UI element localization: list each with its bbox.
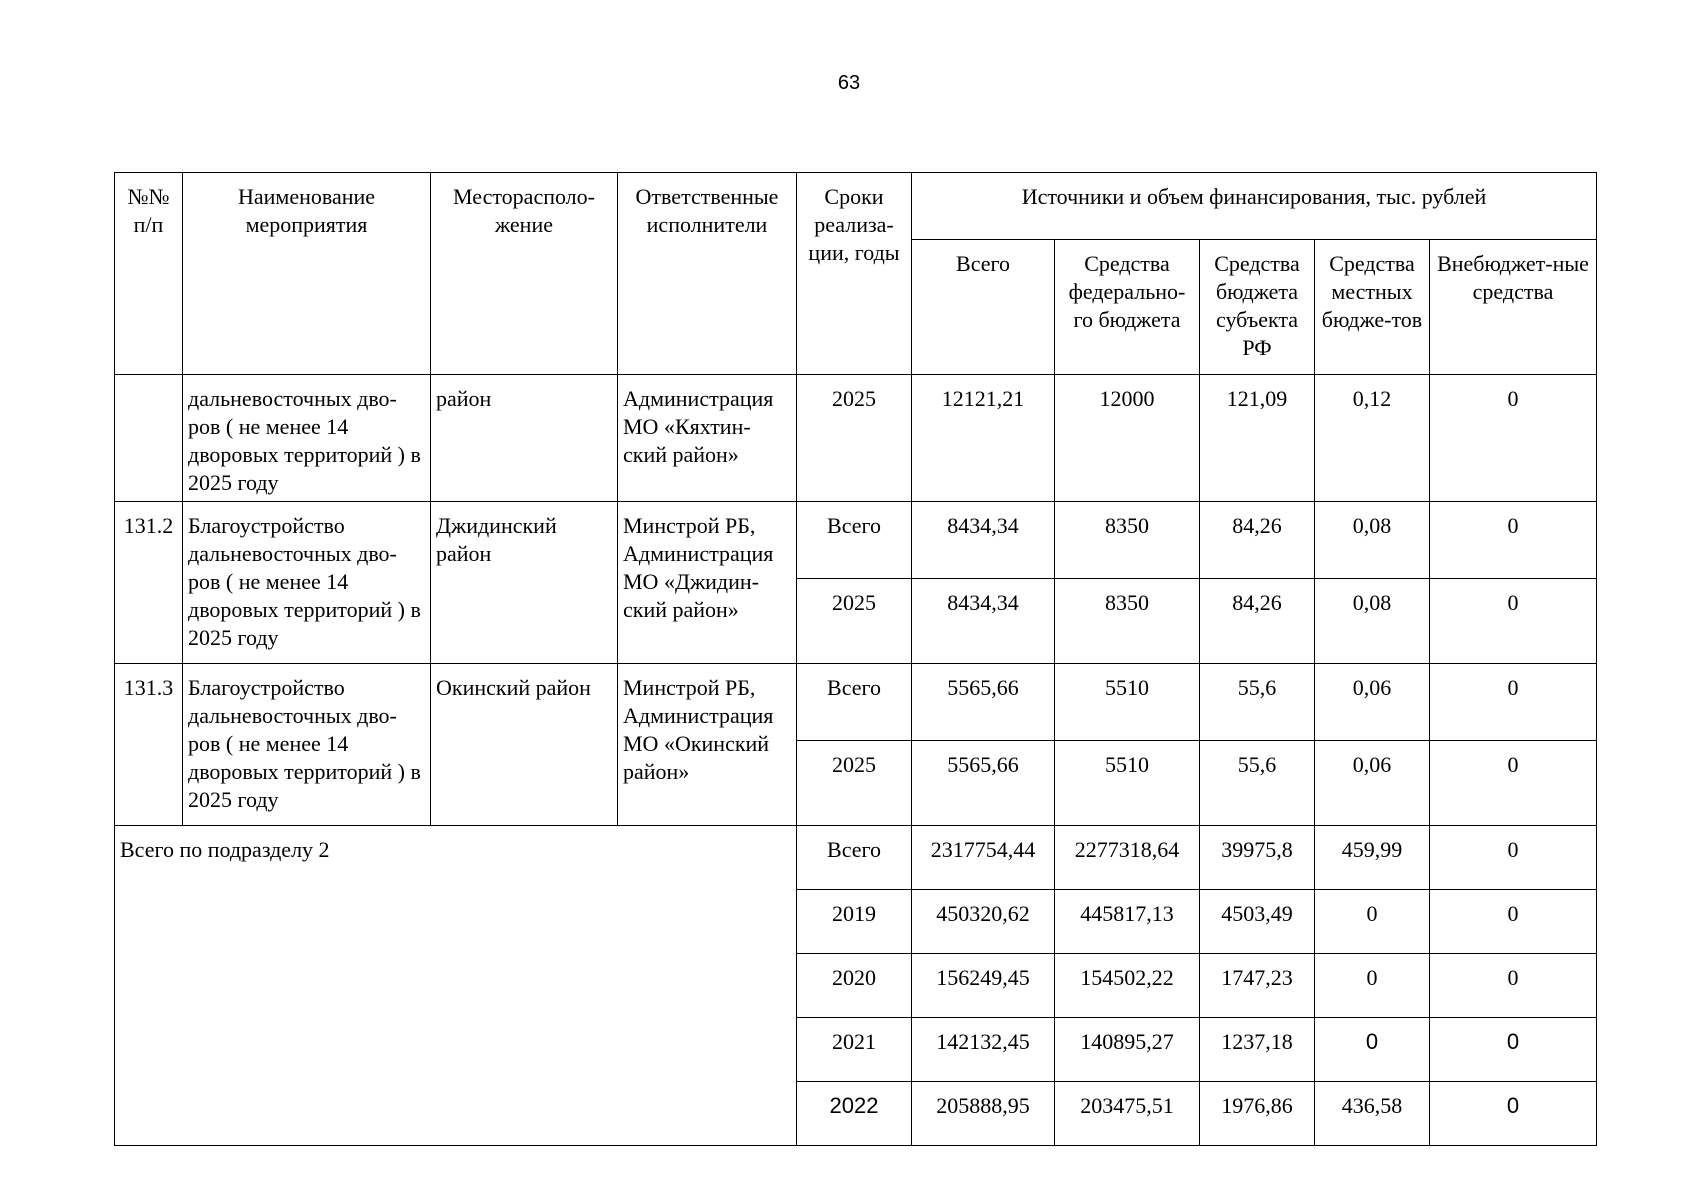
cell-total: 8434,34 [912,502,1055,579]
cell-local: 0,06 [1315,664,1430,741]
cell-federal: 5510 [1055,741,1200,826]
header-subject: Средства бюджета субъекта РФ [1200,240,1315,375]
cell-total: 2317754,44 [912,826,1055,890]
cell-local: 0,08 [1315,579,1430,664]
header-total: Всего [912,240,1055,375]
cell-federal: 5510 [1055,664,1200,741]
header-location: Месторасполо-жение [431,173,618,375]
header-sources: Источники и объем финансирования, тыс. рублей [912,173,1597,240]
cell-offbudget: 0 [1430,826,1597,890]
cell-federal: 8350 [1055,502,1200,579]
cell-year: 2021 [797,1018,912,1082]
cell-year: 2022 [797,1082,912,1146]
cell-subject: 84,26 [1200,502,1315,579]
header-local: Средства местных бюдже-тов [1315,240,1430,375]
cell-name: Благоустройство дальневосточных дво-ров ( не менее 14 дворовых территорий ) в 2025 году [183,502,431,664]
cell-num: 131.2 [115,502,183,664]
header-offbudget: Внебюджет-ные средства [1430,240,1597,375]
cell-year: 2025 [797,741,912,826]
cell-local: 0,06 [1315,741,1430,826]
header-terms: Сроки реализа-ции, годы [797,173,912,375]
cell-responsible: Администрация МО «Кяхтин-ский район» [618,375,797,502]
cell-federal: 203475,51 [1055,1082,1200,1146]
cell-year: Всего [797,502,912,579]
cell-year: 2019 [797,890,912,954]
table-row [115,664,1597,741]
cell-name: Благоустройство дальневосточных дво-ров ( не менее 14 дворовых территорий ) в 2025 году [183,664,431,826]
cell-subject: 55,6 [1200,664,1315,741]
cell-local: 459,99 [1315,826,1430,890]
cell-federal: 154502,22 [1055,954,1200,1018]
cell-location: район [431,375,618,502]
cell-subject: 4503,49 [1200,890,1315,954]
cell-local: 0,08 [1315,502,1430,579]
cell-name: дальневосточных дво-ров ( не менее 14 дворовых территорий ) в 2025 году [183,375,431,502]
cell-subject: 55,6 [1200,741,1315,826]
cell-subject: 1976,86 [1200,1082,1315,1146]
financing-table [114,172,1597,1146]
cell-year: 2025 [797,375,912,502]
cell-subject: 1747,23 [1200,954,1315,1018]
cell-total: 8434,34 [912,579,1055,664]
cell-local: 0 [1315,890,1430,954]
cell-year: 2020 [797,954,912,1018]
cell-total: 450320,62 [912,890,1055,954]
cell-federal: 12000 [1055,375,1200,502]
cell-offbudget: 0 [1430,741,1597,826]
cell-total: 12121,21 [912,375,1055,502]
table-row [115,502,1597,579]
cell-offbudget: 0 [1430,664,1597,741]
cell-total: 5565,66 [912,741,1055,826]
header-responsible: Ответственные исполнители [618,173,797,375]
cell-federal: 140895,27 [1055,1018,1200,1082]
cell-responsible: Минстрой РБ, Администрация МО «Окинский район» [618,664,797,826]
cell-location: Окинский район [431,664,618,826]
cell-num: 131.3 [115,664,183,826]
cell-year: Всего [797,826,912,890]
cell-subject: 1237,18 [1200,1018,1315,1082]
cell-total: 142132,45 [912,1018,1055,1082]
cell-local: 436,58 [1315,1082,1430,1146]
cell-location: Джидинский район [431,502,618,664]
cell-federal: 445817,13 [1055,890,1200,954]
cell-year: 2025 [797,579,912,664]
cell-responsible: Минстрой РБ, Администрация МО «Джидин-ский район» [618,502,797,664]
totals-row [115,826,1597,890]
table-row [115,375,1597,502]
cell-total: 156249,45 [912,954,1055,1018]
cell-local: 0,12 [1315,375,1430,502]
cell-local: 0 [1315,954,1430,1018]
cell-offbudget: 0 [1430,890,1597,954]
cell-num [115,375,183,502]
cell-offbudget: 0 [1430,502,1597,579]
header-federal: Средства федерально-го бюджета [1055,240,1200,375]
cell-offbudget: 0 [1430,954,1597,1018]
cell-offbudget: 0 [1430,1082,1597,1146]
cell-year: Всего [797,664,912,741]
cell-offbudget: 0 [1430,375,1597,502]
cell-total: 5565,66 [912,664,1055,741]
cell-total: 205888,95 [912,1082,1055,1146]
cell-subject: 39975,8 [1200,826,1315,890]
header-name: Наименование мероприятия [183,173,431,375]
totals-label: Всего по подразделу 2 [115,826,797,1146]
header-num: №№ п/п [115,173,183,375]
header-row-1 [115,173,1597,240]
cell-federal: 8350 [1055,579,1200,664]
cell-subject: 121,09 [1200,375,1315,502]
cell-federal: 2277318,64 [1055,826,1200,890]
cell-offbudget: 0 [1430,579,1597,664]
page-number: 63 [837,72,861,94]
cell-subject: 84,26 [1200,579,1315,664]
cell-local: 0 [1315,1018,1430,1082]
cell-offbudget: 0 [1430,1018,1597,1082]
